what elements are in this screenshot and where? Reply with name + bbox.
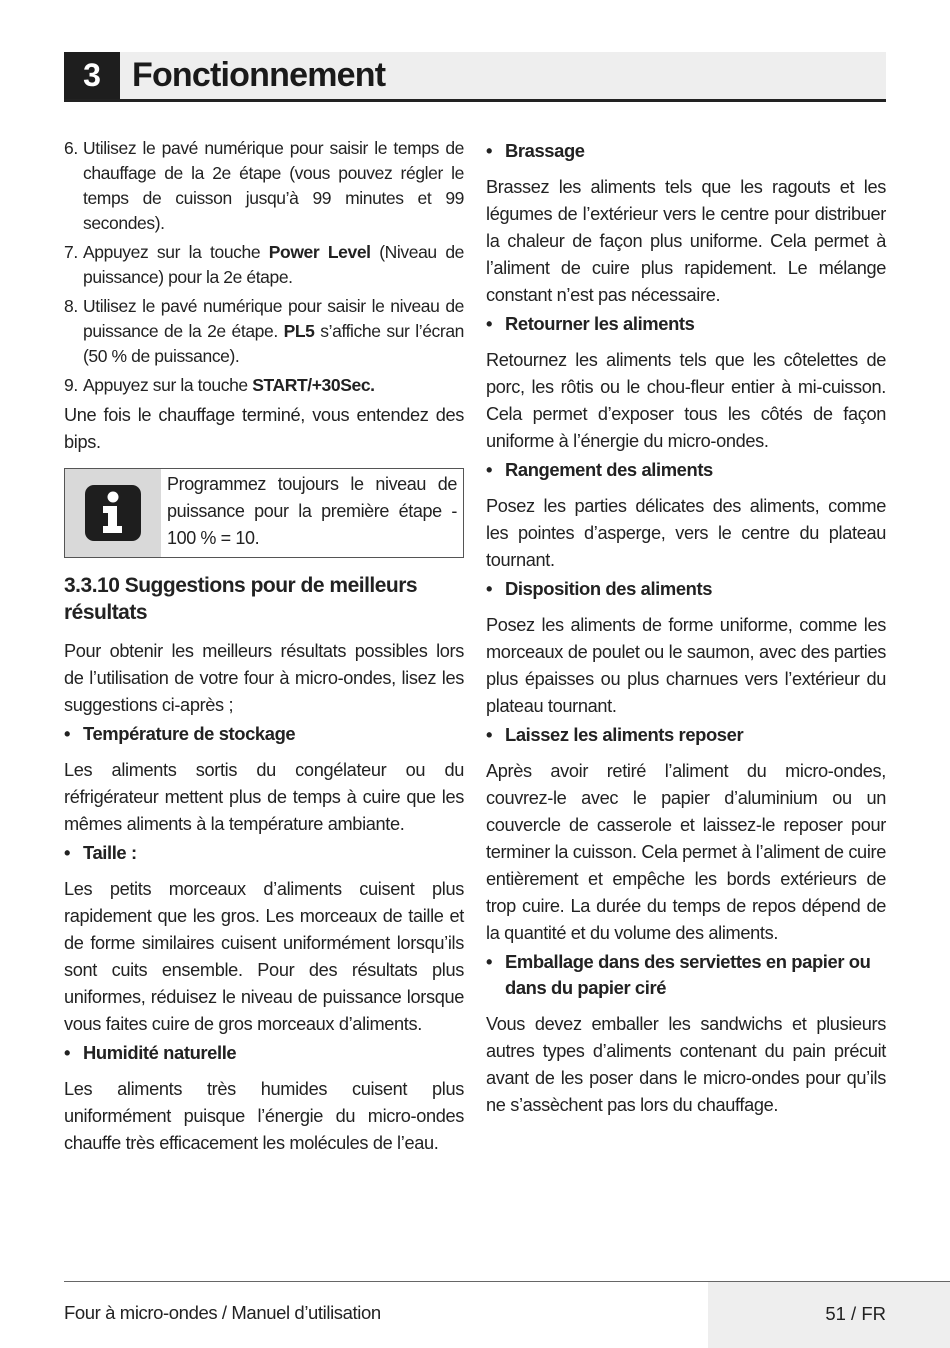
tip-title: • Taille : xyxy=(64,842,137,863)
step-key-label: Power Level xyxy=(268,242,371,262)
tip-title: • Rangement des aliments xyxy=(486,459,713,480)
tip-title: • Brassage xyxy=(486,140,585,161)
tip-text: Les petits morceaux d’aliments cuisent plus rapidement que les gros. Les morceaux de taille et de forme similaires cuisent uniformément lorsqu’ils sont cuits ensemble. Pour des résultats plus uniformes, réduisez le niveau de puissance lorsque vous faites cuire de gros morceaux d’aliments. xyxy=(64,879,464,1034)
tip-text: Vous devez emballer les sandwichs et plusieurs autres types d’aliments contenant du pain précuit avant de les poser dans le micro-ondes pour qu’ils ne s’assèchent pas lors du chauffage. xyxy=(486,1014,886,1115)
step-item xyxy=(64,373,464,398)
tip-title: • Humidité naturelle xyxy=(64,1042,237,1063)
section-intro: Pour obtenir les meilleurs résultats possibles lors de l’utilisation de votre four à micro-ondes, lisez les suggestions ci-après ; xyxy=(64,641,464,715)
step-key-label: START/+30Sec. xyxy=(252,375,375,395)
tip-text: Les aliments sortis du congélateur ou du réfrigérateur mettent plus de temps à cuire que les mêmes aliments à la température ambiante. xyxy=(64,760,464,834)
step-text: Appuyez sur la touche xyxy=(83,242,269,262)
steps-list xyxy=(64,136,464,398)
tip-title: • Emballage dans des serviettes en papier ou dans du papier ciré xyxy=(486,951,871,998)
step-text: Utilisez le pavé numérique pour saisir le niveau de puissance de la 2e étape. xyxy=(83,296,464,341)
tip-text: Brassez les aliments tels que les ragouts et les légumes de l’extérieur vers le centre pour distribuer la chaleur de façon plus uniforme. Cela permet à l’aliment de cuire plus rapidement. Le mélange constant n’est pas nécessaire. xyxy=(486,177,886,305)
tip-text: Les aliments très humides cuisent plus uniformément puisque l’énergie du micro-ondes chauffe très efficacement les molécules de l’eau. xyxy=(64,1079,464,1153)
chapter-header xyxy=(64,52,886,102)
step-number: 8. xyxy=(64,296,78,316)
info-icon xyxy=(84,484,142,542)
tip-text: Posez les aliments de forme uniforme, comme les morceaux de poulet ou le saumon, avec des parties plus épaisses ou plus charnues vers l’extérieur du plateau tournant. xyxy=(486,615,886,716)
step-text: Utilisez le pavé numérique pour saisir le temps de chauffage de la 2e étape (vous pouvez régler le temps de cuisson jusqu’à 99 minutes et 99 secondes). xyxy=(83,138,464,233)
tip-title: • Laissez les aliments reposer xyxy=(486,724,744,745)
right-column xyxy=(486,136,886,1121)
step-text: Appuyez sur la touche xyxy=(83,375,253,395)
footer-manual-title: Four à micro-ondes / Manuel d’utilisation xyxy=(64,1302,381,1323)
note-text: Programmez toujours le niveau de puissance pour la première étape - 100 % = 10. xyxy=(167,474,457,548)
step-number: 6. xyxy=(64,138,78,158)
step-key-label: PL5 xyxy=(283,321,315,341)
footer-page-number: 51 / FR xyxy=(708,1282,950,1348)
chapter-number: 3 xyxy=(64,52,120,99)
tip-title: • Retourner les aliments xyxy=(486,313,695,334)
step-text: (Niveau de puissance) pour la 2e étape. xyxy=(83,242,464,287)
step-number: 7. xyxy=(64,242,78,262)
step-text: s’affiche sur l’écran (50 % de puissance). xyxy=(83,321,465,366)
tip-text: Posez les parties délicates des aliments, comme les pointes d’asperge, vers le centre du plateau tournant. xyxy=(486,496,886,570)
info-note xyxy=(64,468,464,558)
step-item xyxy=(64,240,464,290)
chapter-title: Fonctionnement xyxy=(132,56,386,94)
step-number: 9. xyxy=(64,375,78,395)
step-item xyxy=(64,294,464,369)
tip-text: Après avoir retiré l’aliment du micro-ondes, couvrez-le avec le papier d’aluminium ou un couvercle de casserole et laissez-le reposer pour terminer la cuisson. Cela permet à l’aliment de cuire entièrement et empêche les bords extérieurs de trop cuire. La durée du temps de repos dépend de la quantité et du volume des aliments. xyxy=(486,761,886,943)
left-column xyxy=(64,136,464,1159)
tip-title: • Disposition des aliments xyxy=(486,578,713,599)
tip-title: • Température de stockage xyxy=(64,723,296,744)
paragraph: Une fois le chauffage terminé, vous entendez des bips. xyxy=(64,405,464,452)
note-icon-cell xyxy=(65,469,161,557)
step-item xyxy=(64,136,464,236)
tip-text: Retournez les aliments tels que les côtelettes de porc, les rôtis ou le chou-fleur entier à mi-cuisson. Cela permet d’exposer tous les côtés de façon uniforme à l’énergie du micro-ondes. xyxy=(486,350,886,451)
section-title: 3.3.10 Suggestions pour de meilleurs résultats xyxy=(64,574,418,624)
